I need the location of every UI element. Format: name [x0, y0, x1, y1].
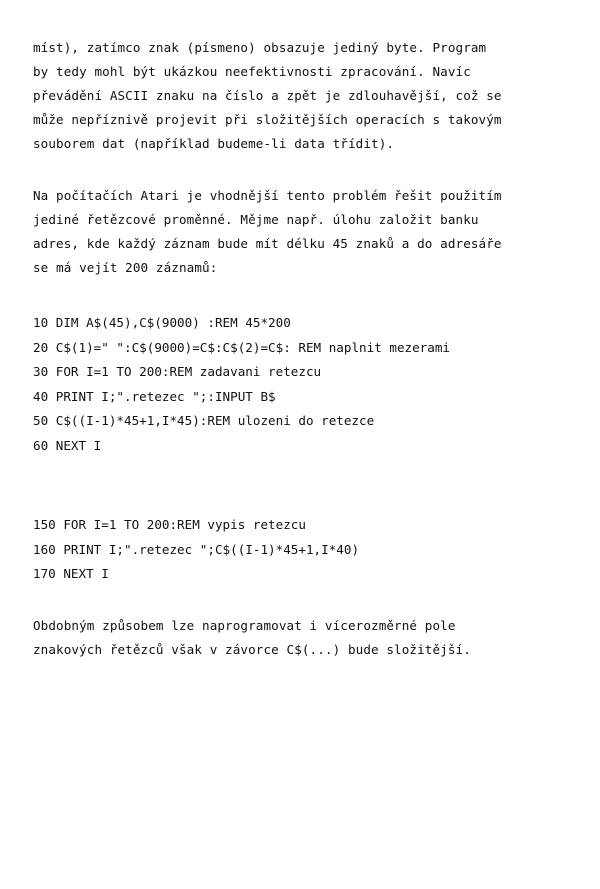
- code-line-150: 150 FOR I=1 TO 200:REM vypis retezcu: [33, 517, 306, 532]
- closing-paragraph: [33, 614, 567, 662]
- code-listing-output: [33, 513, 567, 587]
- atari-line-4: se má vejít 200 záznamů:: [33, 260, 218, 275]
- intro-line-1: míst), zatímco znak (písmeno) obsazuje jediný byte. Program: [33, 40, 487, 55]
- code-line-50: 50 C$((I-1)*45+1,I*45):REM ulozeni do retezce: [33, 413, 375, 428]
- atari-line-3: adres, kde každý záznam bude mít délku 45 znaků a do adresáře: [33, 236, 502, 251]
- code-line-160: 160 PRINT I;".retezec ";C$((I-1)*45+1,I*40): [33, 541, 360, 557]
- atari-line-2: jediné řetězcové proměnné. Mějme např. úlohu založit banku: [33, 212, 479, 227]
- closing-line-2: znakových řetězců však v závorce C$(...) bude složitější.: [33, 642, 471, 657]
- intro-paragraph: [33, 36, 567, 156]
- code-line-40: 40 PRINT I;".retezec ";:INPUT B$: [33, 388, 276, 404]
- closing-line-1: Obdobným způsobem lze naprogramovat i vícerozměrné pole: [33, 618, 456, 633]
- code-line-30: 30 FOR I=1 TO 200:REM zadavani retezcu: [33, 364, 322, 379]
- atari-paragraph: [33, 184, 567, 280]
- intro-line-5: souborem dat (například budeme-li data třídit).: [33, 136, 395, 151]
- intro-line-4: může nepříznivě projevit při složitějších operacích s takovým: [33, 112, 502, 127]
- code-line-60: 60 NEXT I: [33, 437, 102, 453]
- atari-line-1: Na počítačích Atari je vhodnější tento problém řešit použitím: [33, 188, 502, 203]
- code-listing-input: [33, 311, 567, 458]
- code-line-170: 170 NEXT I: [33, 566, 109, 581]
- code-line-10: 10 DIM A$(45),C$(9000) :REM 45*200: [33, 315, 291, 330]
- intro-line-3: převádění ASCII znaku na číslo a zpět je zdlouhavější, což se: [33, 88, 502, 103]
- intro-line-2: by tedy mohl být ukázkou neefektivnosti zpracování. Navíc: [33, 64, 471, 79]
- code-line-20: 20 C$(1)=" ":C$(9000)=C$:C$(2)=C$: REM naplnit mezerami: [33, 339, 451, 355]
